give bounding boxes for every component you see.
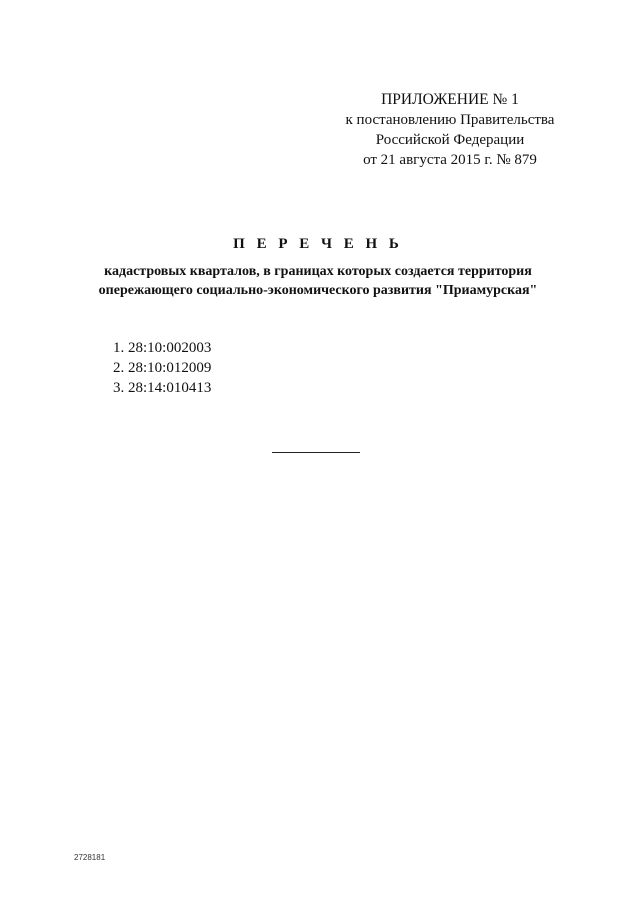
cadastral-quarters-list — [113, 338, 211, 398]
document-heading: П Е Р Е Ч Е Н Ь — [233, 236, 403, 252]
list-item: 1. 28:10:002003 — [113, 340, 212, 356]
appendix-header — [290, 90, 610, 170]
appendix-title: ПРИЛОЖЕНИЕ № 1 — [381, 91, 519, 108]
document-subtitle — [0, 262, 636, 300]
closing-divider — [272, 452, 360, 453]
footer-document-code: 2728181 — [74, 853, 106, 862]
list-item: 3. 28:14:010413 — [113, 380, 212, 396]
list-item: 2. 28:10:012009 — [113, 360, 212, 376]
appendix-resolution-line: к постановлению Правительства — [345, 112, 555, 128]
appendix-government-line: Российской Федерации — [375, 132, 525, 148]
appendix-date-number-line: от 21 августа 2015 г. № 879 — [363, 152, 537, 168]
subtitle-line-1: кадастровых кварталов, в границах которых создается территория — [104, 264, 532, 279]
subtitle-line-2: опережающего социально-экономического развития "Приамурская" — [98, 283, 538, 298]
